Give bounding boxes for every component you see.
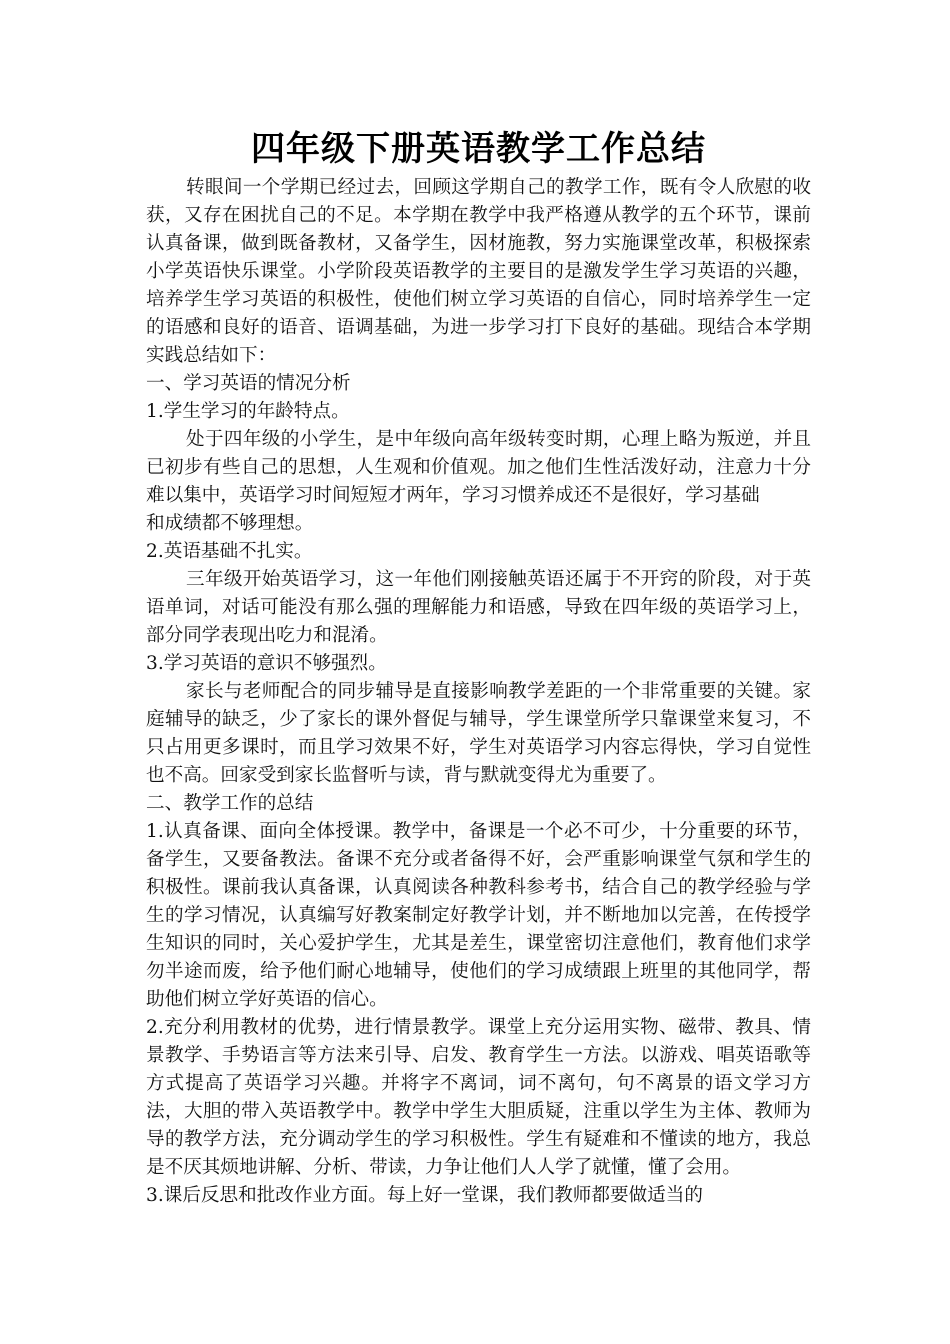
subheading-weak-foundation: 2.英语基础不扎实。 xyxy=(146,541,313,562)
document-title: 四年级下册英语教学工作总结 xyxy=(251,129,706,169)
paragraph-weak-foundation: 三年级开始英语学习，这一年他们刚接触英语还属于不开窍的阶段，对于英语单词，对话可能没有那么强的理解能力和语感，导致在四年级的英语学习上，部分同学表现出吃力和混淆。 xyxy=(146,569,811,646)
paragraph-lesson-prep: 1.认真备课、面向全体授课。教学中，备课是一个必不可少，十分重要的环节，备学生，又要备教法。备课不充分或者备得不好，会严重影响课堂气氛和学生的积极性。课前我认真备课，认真阅读各种教科参考书，结合自己的教学经验与学生的学习情况，认真编写好教案制定好教学计划，并不断地加以完善，在传授学生知识的同时，关心爱护学生，尤其是差生，课堂密切注意他们，教育他们求学勿半途而废，给予他们耐心地辅导，使他们的学习成绩跟上班里的其他同学，帮助他们树立学好英语的信心。 xyxy=(146,821,811,1010)
subheading-weak-awareness: 3.学习英语的意识不够强烈。 xyxy=(146,653,387,674)
intro-paragraph: 转眼间一个学期已经过去，回顾这学期自己的教学工作，既有令人欣慰的收获，又存在困扰自己的不足。本学期在教学中我严格遵从教学的五个环节，课前认真备课，做到既备教材，又备学生，因材施教，努力实施课堂改革，积极探索小学英语快乐课堂。小学阶段英语教学的主要目的是激发学生学习英语的兴趣，培养学生学习英语的积极性，使他们树立学习英语的自信心，同时培养学生一定的语感和良好的语音、语调基础，为进一步学习打下良好的基础。现结合本学期实践总结如下： xyxy=(146,177,811,366)
document-body xyxy=(146,124,811,1210)
section-heading-1: 一、学习英语的情况分析 xyxy=(146,373,351,394)
section-heading-2: 二、教学工作的总结 xyxy=(146,793,314,814)
subheading-age-traits: 1.学生学习的年龄特点。 xyxy=(146,401,350,422)
paragraph-weak-awareness: 家长与老师配合的同步辅导是直接影响教学差距的一个非常重要的关键。家庭辅导的缺乏，少了家长的课外督促与辅导，学生课堂所学只靠课堂来复习，不只占用更多课时，而且学习效果不好，学生对英语学习内容忘得快，学习自觉性也不高。回家受到家长监督听与读，背与默就变得尤为重要了。 xyxy=(146,681,811,786)
paragraph-situational-teaching: 2.充分利用教材的优势，进行情景教学。课堂上充分运用实物、磁带、教具、情景教学、手势语言等方法来引导、启发、教育学生一方法。以游戏、唱英语歌等方式提高了英语学习兴趣。并将字不离词，词不离句，句不离景的语文学习方法，大胆的带入英语教学中。教学中学生大胆质疑，注重以学生为主体、教师为导的教学方法，充分调动学生的学习积极性。学生有疑难和不懂读的地方，我总是不厌其烦地讲解、分析、带读，力争让他们人人学了就懂，懂了会用。 xyxy=(146,1017,811,1178)
paragraph-reflection: 3.课后反思和批改作业方面。每上好一堂课，我们教师都要做适当的 xyxy=(146,1185,703,1206)
paragraph-age-traits-continued: 和成绩都不够理想。 xyxy=(146,513,314,534)
paragraph-age-traits: 处于四年级的小学生，是中年级向高年级转变时期，心理上略为叛逆，并且已初步有些自己的思想，人生观和价值观。加之他们生性活泼好动，注意力十分难以集中，英语学习时间短短才两年，学习习惯养成还不是很好，学习基础 xyxy=(146,429,811,506)
